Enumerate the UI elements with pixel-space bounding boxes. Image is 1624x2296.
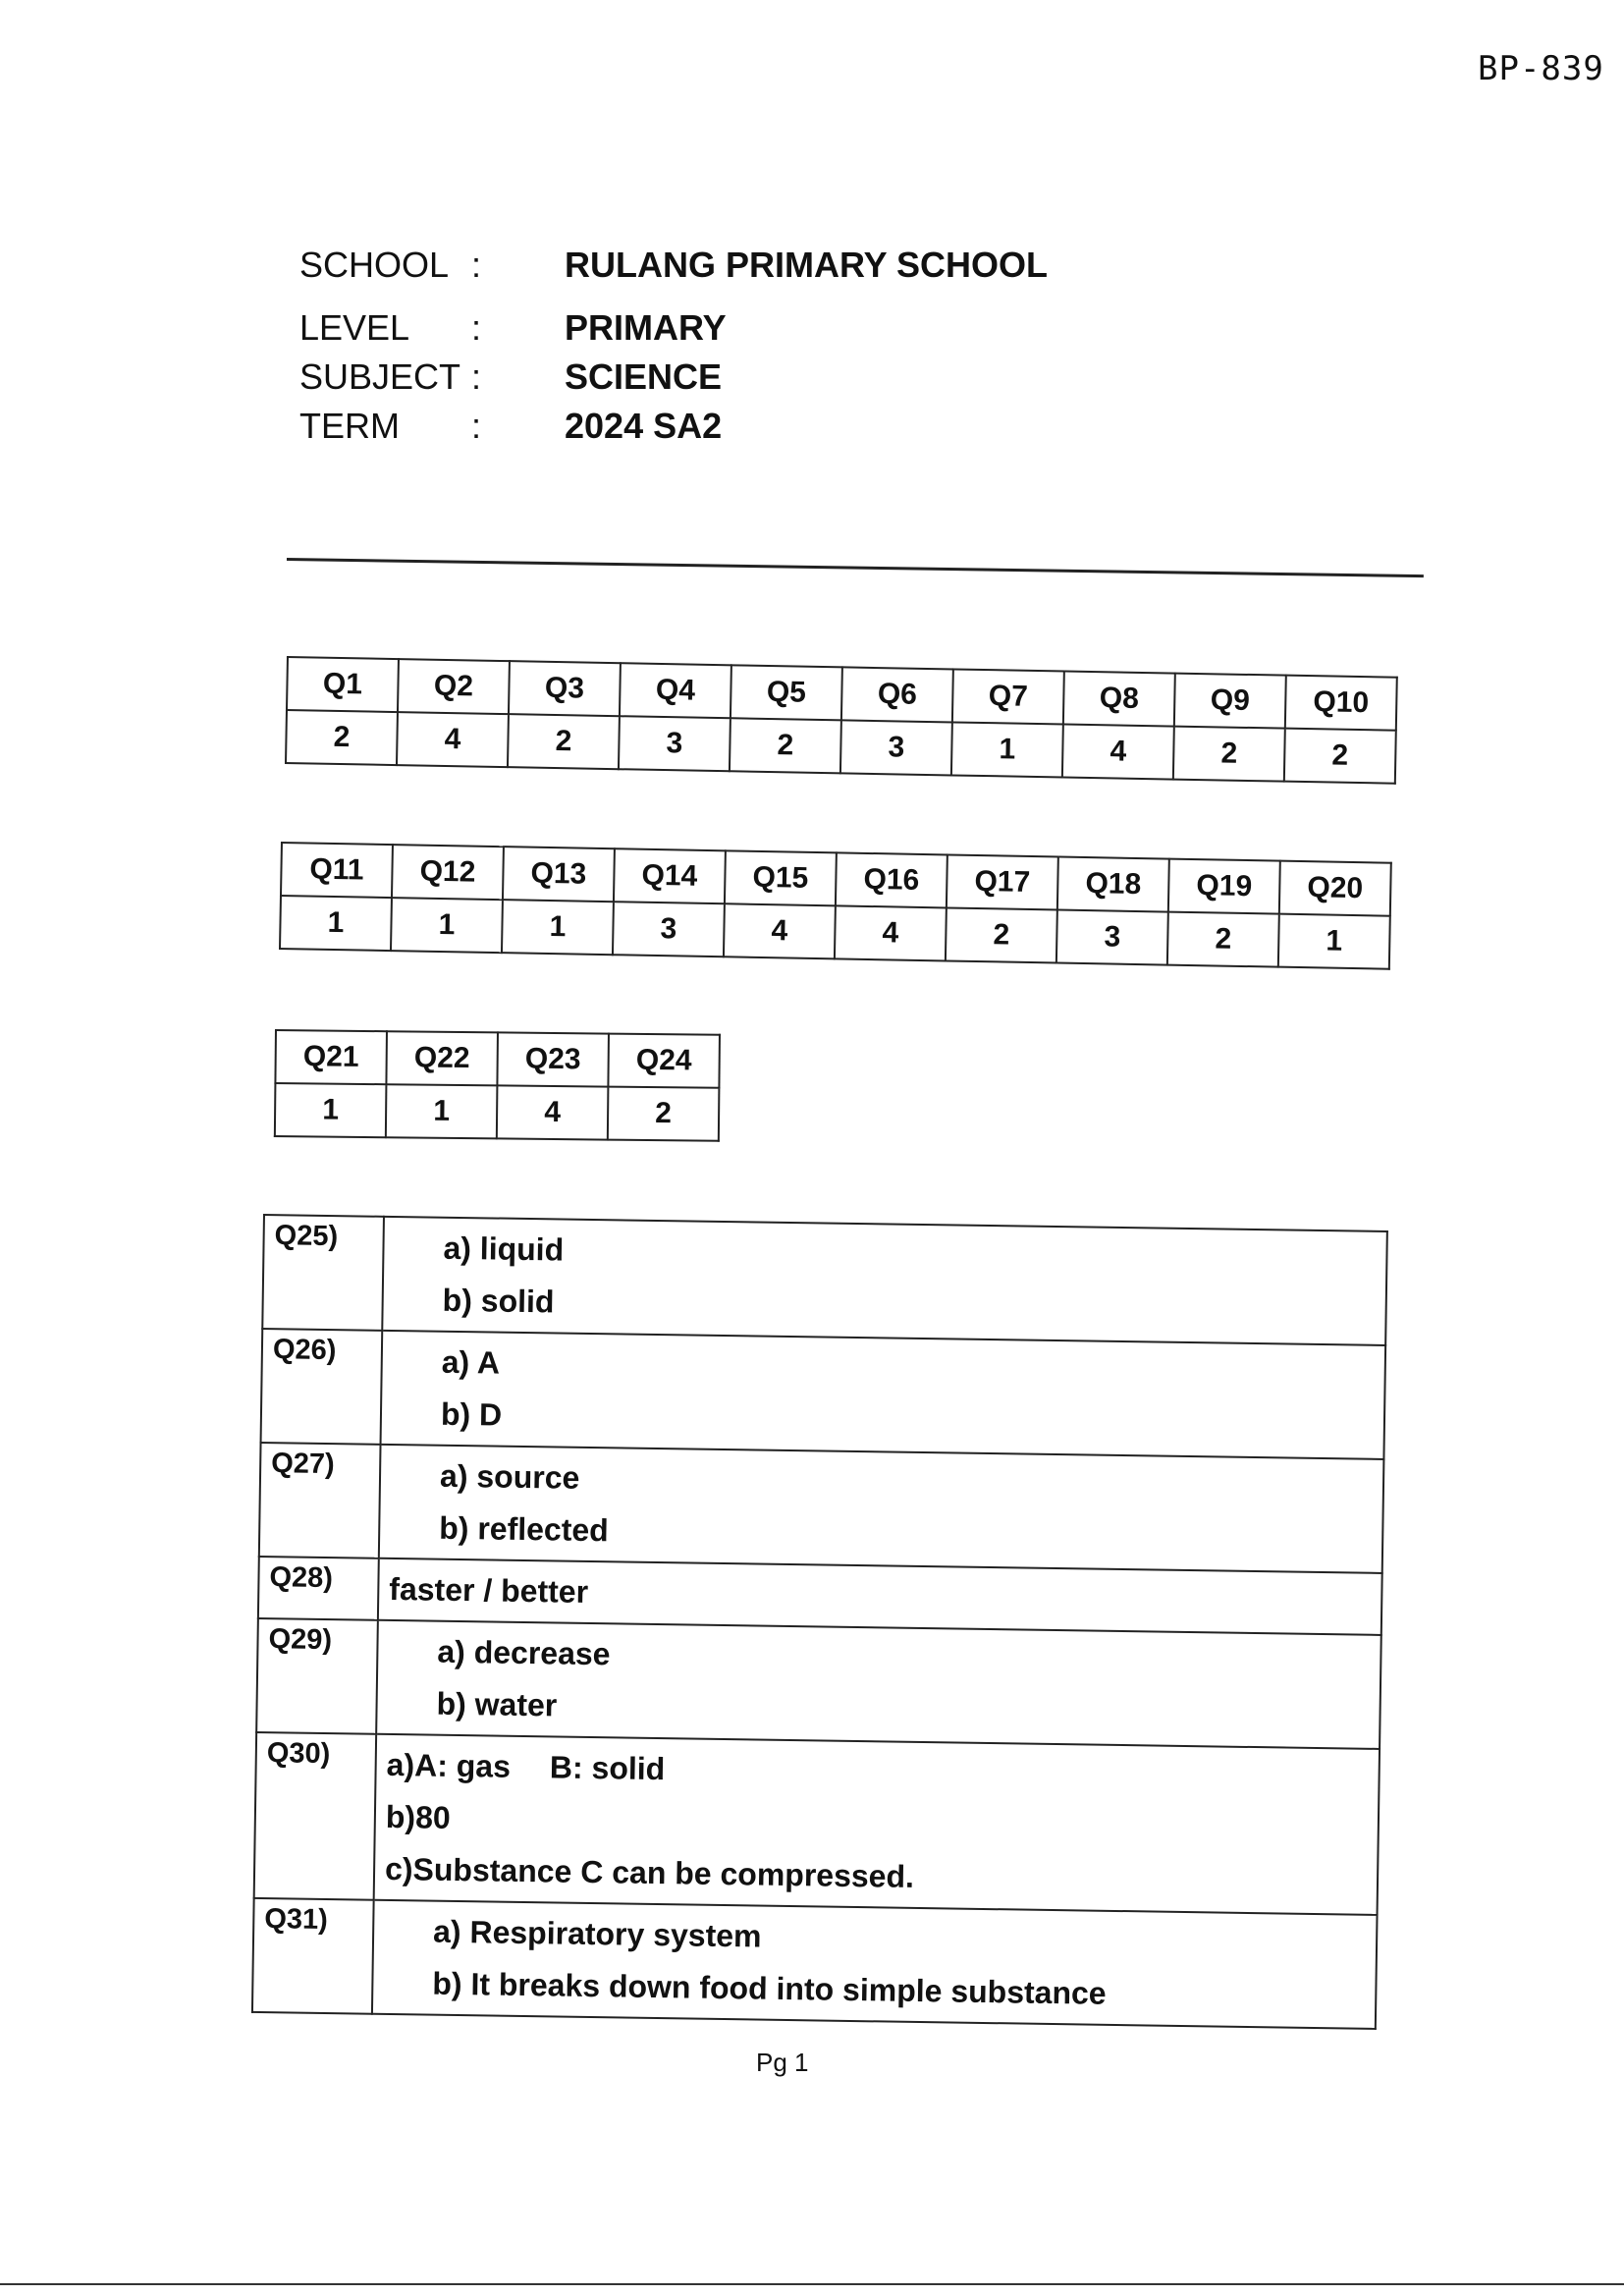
question-number-cell: Q17 bbox=[947, 854, 1058, 909]
question-label: Q31) bbox=[252, 1898, 374, 2014]
answer-text: b) solid bbox=[442, 1282, 555, 1320]
question-number-cell: Q22 bbox=[386, 1031, 498, 1085]
answer-row bbox=[261, 1329, 1386, 1459]
answer-text: a) liquid bbox=[443, 1230, 565, 1268]
question-number-cell: Q24 bbox=[608, 1034, 720, 1088]
answer-cell: 3 bbox=[613, 902, 725, 957]
answer-cell: 2 bbox=[1167, 912, 1279, 967]
document-code: BP-839 bbox=[1478, 49, 1604, 88]
question-number-cell: Q14 bbox=[614, 848, 726, 903]
mcq-table-1 bbox=[285, 656, 1398, 785]
answer-text: a)A: gas bbox=[386, 1746, 512, 1784]
answer-cell: 2 bbox=[946, 907, 1057, 962]
question-number-cell: Q16 bbox=[836, 852, 947, 907]
answer-cell: 4 bbox=[835, 905, 947, 960]
header-row-term bbox=[299, 402, 1048, 451]
answer-cell: 2 bbox=[508, 714, 620, 769]
answer-content bbox=[379, 1445, 1384, 1573]
question-number-cell: Q23 bbox=[497, 1032, 609, 1086]
question-label: Q27) bbox=[259, 1443, 381, 1558]
answer-text: a) source bbox=[439, 1457, 580, 1496]
header-value: PRIMARY bbox=[565, 307, 727, 348]
question-label: Q28) bbox=[258, 1557, 379, 1620]
answer-content bbox=[382, 1217, 1387, 1345]
bottom-edge-line bbox=[0, 2283, 1624, 2285]
answer-text: a) decrease bbox=[437, 1633, 611, 1672]
answer-content bbox=[374, 1734, 1380, 1915]
answer-text: b) water bbox=[436, 1685, 558, 1723]
answer-cell: 1 bbox=[391, 898, 503, 953]
question-number-cell: Q6 bbox=[841, 667, 953, 722]
header-colon: : bbox=[471, 245, 482, 285]
answer-text: b) It breaks down food into simple substance bbox=[432, 1965, 1107, 2011]
answer-content bbox=[381, 1331, 1386, 1459]
question-number-cell: Q15 bbox=[725, 850, 837, 905]
question-label: Q29) bbox=[256, 1618, 378, 1734]
answer-text: b)80 bbox=[385, 1798, 451, 1835]
question-number-cell: Q1 bbox=[287, 657, 399, 712]
question-number-cell: Q2 bbox=[398, 659, 510, 714]
header-value: 2024 SA2 bbox=[565, 406, 723, 446]
question-number-cell: Q8 bbox=[1063, 672, 1175, 727]
mcq-table-3 bbox=[274, 1029, 721, 1142]
answer-cell: 1 bbox=[280, 896, 392, 951]
answer-cell: 1 bbox=[275, 1083, 387, 1137]
question-number-cell: Q3 bbox=[509, 661, 621, 716]
question-number-cell: Q21 bbox=[275, 1030, 387, 1084]
question-number-cell: Q18 bbox=[1057, 857, 1169, 912]
question-number-cell: Q7 bbox=[952, 669, 1064, 724]
question-label: Q30) bbox=[254, 1732, 376, 1900]
header-label: TERM bbox=[299, 406, 400, 446]
answer-cell: 2 bbox=[608, 1087, 720, 1141]
question-number-cell: Q10 bbox=[1285, 676, 1397, 731]
answer-text: a) Respiratory system bbox=[432, 1913, 762, 1954]
answer-line bbox=[389, 1563, 1372, 1630]
answer-row bbox=[254, 1732, 1380, 1915]
answer-cell: 4 bbox=[397, 712, 509, 767]
header-label: SCHOOL bbox=[299, 245, 450, 285]
answer-cell: 4 bbox=[497, 1085, 609, 1139]
header-row-school bbox=[299, 241, 1048, 290]
mcq-table-2 bbox=[279, 842, 1392, 970]
answer-cell: 3 bbox=[619, 716, 731, 771]
header-value: SCIENCE bbox=[565, 356, 723, 397]
question-label: Q26) bbox=[261, 1329, 383, 1445]
header-label: SUBJECT bbox=[299, 356, 461, 397]
answer-cell: 3 bbox=[1056, 910, 1168, 965]
header-colon: : bbox=[471, 307, 482, 348]
question-number-cell: Q9 bbox=[1174, 674, 1286, 729]
answer-text: b) reflected bbox=[439, 1509, 610, 1549]
header-value: RULANG PRIMARY SCHOOL bbox=[565, 245, 1049, 285]
answer-cell: 2 bbox=[730, 718, 841, 773]
question-number-cell: Q12 bbox=[392, 845, 504, 900]
header-label: LEVEL bbox=[299, 307, 410, 348]
page-number: Pg 1 bbox=[756, 2048, 809, 2077]
question-number-cell: Q5 bbox=[731, 665, 842, 720]
answer-row bbox=[275, 1083, 720, 1141]
answer-cell: 1 bbox=[951, 722, 1063, 777]
header-colon: : bbox=[471, 406, 482, 446]
answer-cell: 1 bbox=[502, 900, 614, 955]
exam-header bbox=[299, 241, 1048, 451]
question-number-cell: Q11 bbox=[281, 843, 393, 898]
answer-cell: 2 bbox=[1284, 729, 1396, 784]
question-label: Q25) bbox=[262, 1215, 384, 1331]
answer-row bbox=[259, 1443, 1384, 1573]
answer-cell: 1 bbox=[1278, 914, 1390, 969]
header-row-subject bbox=[299, 353, 1048, 402]
question-number-row bbox=[275, 1030, 720, 1088]
answer-row bbox=[256, 1618, 1381, 1749]
answer-text: c)Substance C can be compressed. bbox=[384, 1850, 915, 1894]
answer-cell: 4 bbox=[1062, 725, 1174, 780]
open-ended-answer-table bbox=[251, 1214, 1388, 2030]
answer-cell: 4 bbox=[724, 903, 836, 958]
answer-row bbox=[262, 1215, 1387, 1345]
question-number-cell: Q20 bbox=[1279, 861, 1391, 916]
question-number-cell: Q19 bbox=[1168, 859, 1280, 914]
answer-cell: 3 bbox=[840, 720, 952, 775]
answer-row bbox=[252, 1898, 1378, 2029]
answer-content bbox=[372, 1900, 1378, 2029]
answer-cell: 2 bbox=[286, 710, 398, 765]
answer-cell: 2 bbox=[1173, 727, 1285, 782]
answer-cell: 1 bbox=[386, 1084, 498, 1138]
header-divider bbox=[287, 558, 1424, 577]
answer-text: B: solid bbox=[549, 1749, 666, 1787]
header-row-level bbox=[299, 303, 1048, 353]
answer-text: faster / better bbox=[389, 1570, 589, 1610]
answer-text: a) A bbox=[441, 1343, 501, 1381]
question-number-cell: Q13 bbox=[503, 847, 615, 902]
question-number-cell: Q4 bbox=[620, 663, 731, 718]
answer-content bbox=[376, 1620, 1381, 1749]
header-colon: : bbox=[471, 356, 482, 397]
answer-text: b) D bbox=[440, 1395, 503, 1433]
